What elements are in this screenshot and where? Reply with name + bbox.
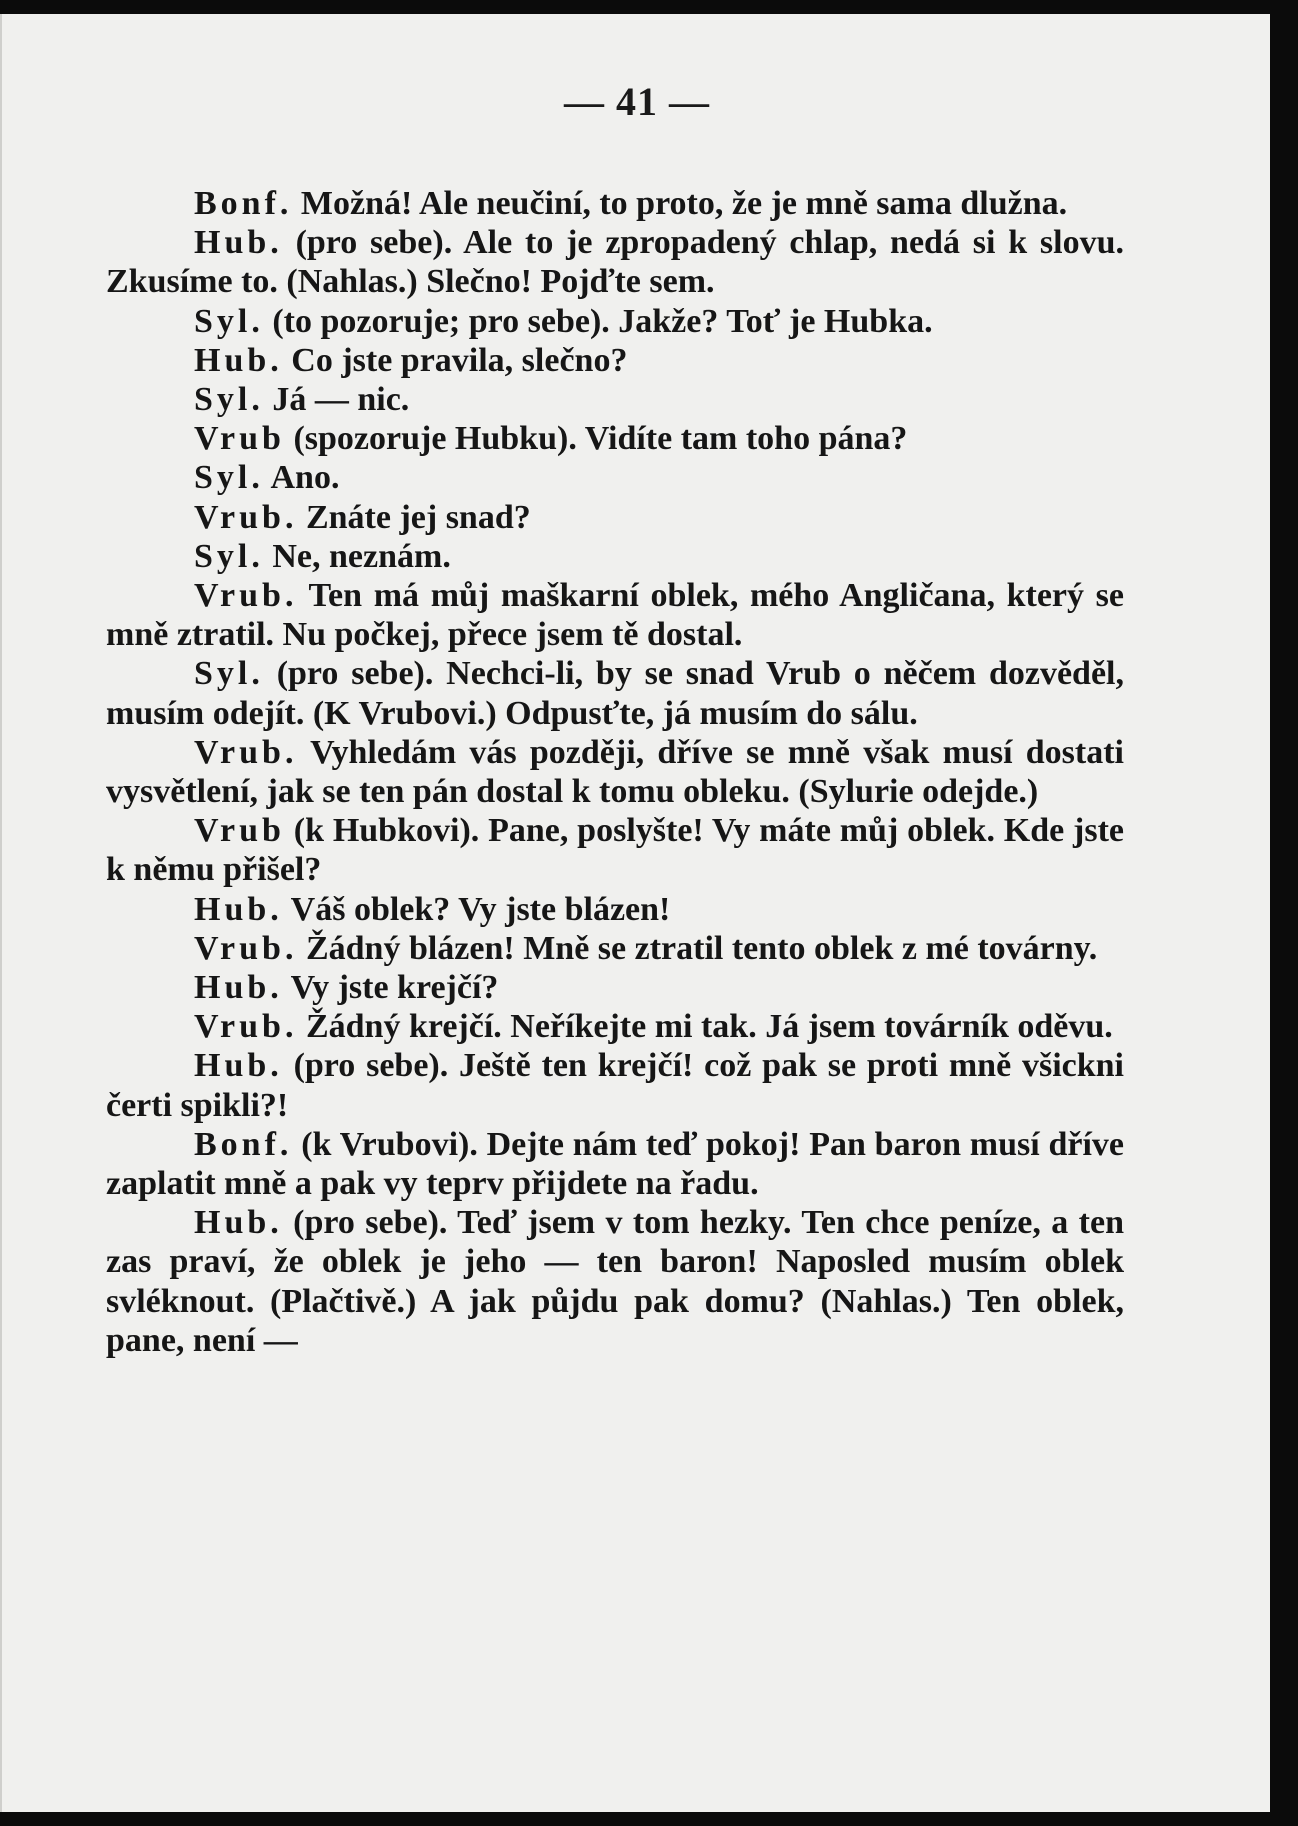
dialogue-line (106, 537, 1124, 576)
speech-text: Žádný blázen! Mně se ztratil tento oblek z mé továrny. (305, 929, 1098, 967)
speaker-name: Hub. (194, 341, 283, 379)
dialogue-line (106, 184, 1124, 223)
dialogue-line (106, 1007, 1124, 1046)
speech-text: Ne, neznám. (272, 537, 451, 575)
speaker-name: Hub. (194, 890, 283, 928)
speech-text: Ten má můj maškarní oblek, mého Angličana, který se mně ztratil. Nu počkej, přece jsem tě dostal. (106, 577, 1124, 654)
dialogue-line (106, 1046, 1124, 1124)
dialogue-line (106, 498, 1124, 537)
speaker-name: Syl. (194, 302, 264, 340)
speaker-name: Hub. (194, 224, 283, 262)
dialogue-line (106, 223, 1124, 301)
scan-top-edge (0, 0, 1298, 14)
speech-text: (pro sebe). Ještě ten krejčí! což pak se proti mně všickni čerti spikli?! (106, 1047, 1125, 1124)
speaker-name: Vrub. (194, 929, 298, 967)
speaker-name: Vrub. (194, 498, 298, 536)
speech-text: (k Vrubovi). Dejte nám teď pokoj! Pan baron musí dříve zaplatit mně a pak vy teprv přijdete na řadu. (106, 1125, 1125, 1203)
dialogue-text (106, 184, 1124, 1360)
speaker-name: Vrub. (194, 1008, 298, 1046)
speaker-name: Syl. (194, 381, 264, 419)
speaker-name: Syl. (194, 655, 264, 693)
speech-text: Možná! Ale neučiní, to proto, že je mně sama dlužna. (300, 185, 1068, 222)
speech-text: Co jste pravila, slečno? (291, 341, 628, 379)
speech-text: (k Hubkovi). Pane, poslyšte! Vy máte můj oblek. Kde jste k němu přišel? (106, 812, 1125, 889)
speaker-name: Hub. (194, 969, 283, 1007)
dialogue-line (106, 302, 1124, 341)
dialogue-line (106, 458, 1124, 497)
dialogue-line (106, 576, 1124, 654)
dialogue-line (106, 968, 1124, 1007)
dialogue-line (106, 1203, 1124, 1360)
speaker-name: Vrub (194, 812, 285, 850)
page-number: — 41 — (564, 79, 710, 124)
dialogue-line (106, 733, 1124, 811)
speech-text: Já — nic. (272, 381, 410, 419)
dialogue-line (106, 890, 1124, 929)
scan-right-edge (1270, 0, 1298, 1826)
speech-text: Vyhledám vás později, dříve se mně však musí dostati vysvětlení, jak se ten pán dostal k tomu obleku. (Sylurie odejde.) (106, 733, 1124, 811)
dialogue-line (106, 811, 1124, 889)
book-page (0, 14, 1272, 1812)
speaker-name: Syl. (194, 459, 264, 497)
speech-text: Vy jste krejčí? (290, 969, 499, 1007)
speech-text: Žádný krejčí. Neříkejte mi tak. Já jsem továrník oděvu. (305, 1008, 1113, 1046)
speech-text: Váš oblek? Vy jste blázen! (290, 890, 671, 928)
dialogue-line (106, 419, 1124, 458)
speaker-name: Bonf. (194, 1125, 293, 1163)
speaker-name: Hub. (194, 1047, 283, 1085)
speaker-name: Bonf. (194, 185, 293, 222)
speech-text: (to pozoruje; pro sebe). Jakže? Toť je Hubka. (272, 302, 933, 340)
dialogue-line (106, 1125, 1124, 1203)
speech-text: (spozoruje Hubku). Vidíte tam toho pána? (293, 420, 908, 458)
speaker-name: Syl. (194, 537, 264, 575)
speaker-name: Hub. (194, 1204, 283, 1242)
dialogue-line (106, 929, 1124, 968)
speech-text: (pro sebe). Ale to je zpropadený chlap, nedá si k slovu. Zkusíme to. (Nahlas.) Slečno! Pojďte sem. (106, 224, 1124, 301)
dialogue-line (106, 654, 1124, 732)
speech-text: (pro sebe). Nechci-li, by se snad Vrub o něčem dozvěděl, musím odejít. (K Vrubovi.) Odpusťte, já musím do sálu. (106, 655, 1124, 732)
speaker-name: Vrub. (194, 577, 298, 615)
speaker-name: Vrub (194, 420, 285, 458)
speech-text: Ano. (270, 459, 340, 497)
speech-text: Znáte jej snad? (305, 498, 531, 536)
dialogue-line (106, 380, 1124, 419)
dialogue-line (106, 341, 1124, 380)
speaker-name: Vrub. (194, 733, 298, 771)
speech-text: (pro sebe). Teď jsem v tom hezky. Ten chce peníze, a ten zas praví, že oblek je jeho — ten baron! Naposled musím oblek svléknout. (Plačtivě.) A jak půjdu pak domu? (Nahlas.) Ten oblek, pane, není — (106, 1204, 1124, 1359)
